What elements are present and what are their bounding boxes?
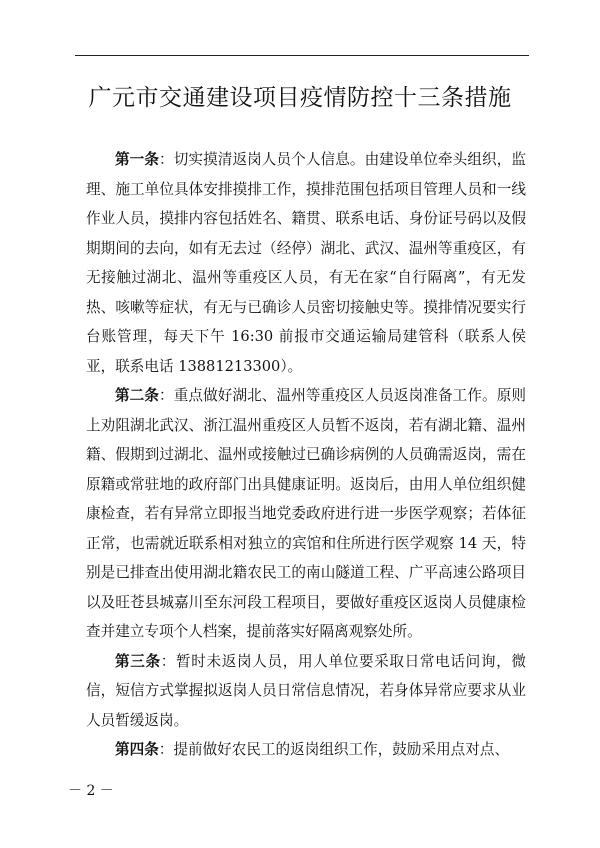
- article-2: [86, 381, 526, 647]
- article-4-text: ：提前做好农民工的返岗组织工作，鼓励采用点对点、: [158, 741, 510, 758]
- article-3: [86, 647, 526, 736]
- article-3-label: 第三条: [115, 652, 161, 670]
- article-1: [86, 145, 526, 381]
- article-4-label: 第四条: [115, 741, 159, 758]
- article-4: [86, 735, 526, 765]
- article-1-text: ：切实摸清返岗人员个人信息。由建设单位牵头组织，监理、施工单位具体安排摸排工作，摸排范围包括项目管理人员和一线作业人员，摸排内容包括姓名、籍贯、联系电话、身份证号码以及假期期间的去向，如有无去过（经停）湖北、武汉、温州等重疫区，有无接触过湖北、温州等重疫区人员，有无在家“自行隔离”，有无发热、咳嗽等症状，有无与已确诊人员密切接触史等。摸排情况要实行台账管理，每天下午 16:30 前报市交通运输局建管科（联系人侯亚，联系电话 13881213300）。: [86, 151, 526, 375]
- header-rule: [75, 55, 529, 56]
- article-2-label: 第二条: [115, 387, 160, 404]
- page-number: － 2 －: [68, 783, 114, 799]
- article-2-text: ：重点做好湖北、温州等重疫区人员返岗准备工作。原则上劝阻湖北武汉、浙江温州重疫区人员暂不返岗，若有湖北籍、温州籍、假期到过湖北、温州或接触过已确诊病例的人员确需返岗，需在原籍或常驻地的政府部门出具健康证明。返岗后，由用人单位组织健康检查，若有异常立即报当地党委政府进行进一步医学观察；若体征正常，也需就近联系相对独立的宾馆和住所进行医学观察 14 天，特别是已排查出使用湖北籍农民工的南山隧道工程、广平高速公路项目以及旺苍县城嘉川至东河段工程项目，要做好重疫区返岗人员健康检查并建立专项个人档案，提前落实好隔离观察处所。: [86, 387, 526, 640]
- document-body: [86, 145, 526, 765]
- article-3-text: ：暂时未返岗人员，用人单位要采取日常电话问询，微信，短信方式掌握拟返岗人员日常信息情况，若身体异常应要求从业人员暂缓返岗。: [86, 652, 526, 729]
- article-1-label: 第一条: [115, 151, 160, 168]
- document-title: 广元市交通建设项目疫情防控十三条措施: [88, 85, 512, 111]
